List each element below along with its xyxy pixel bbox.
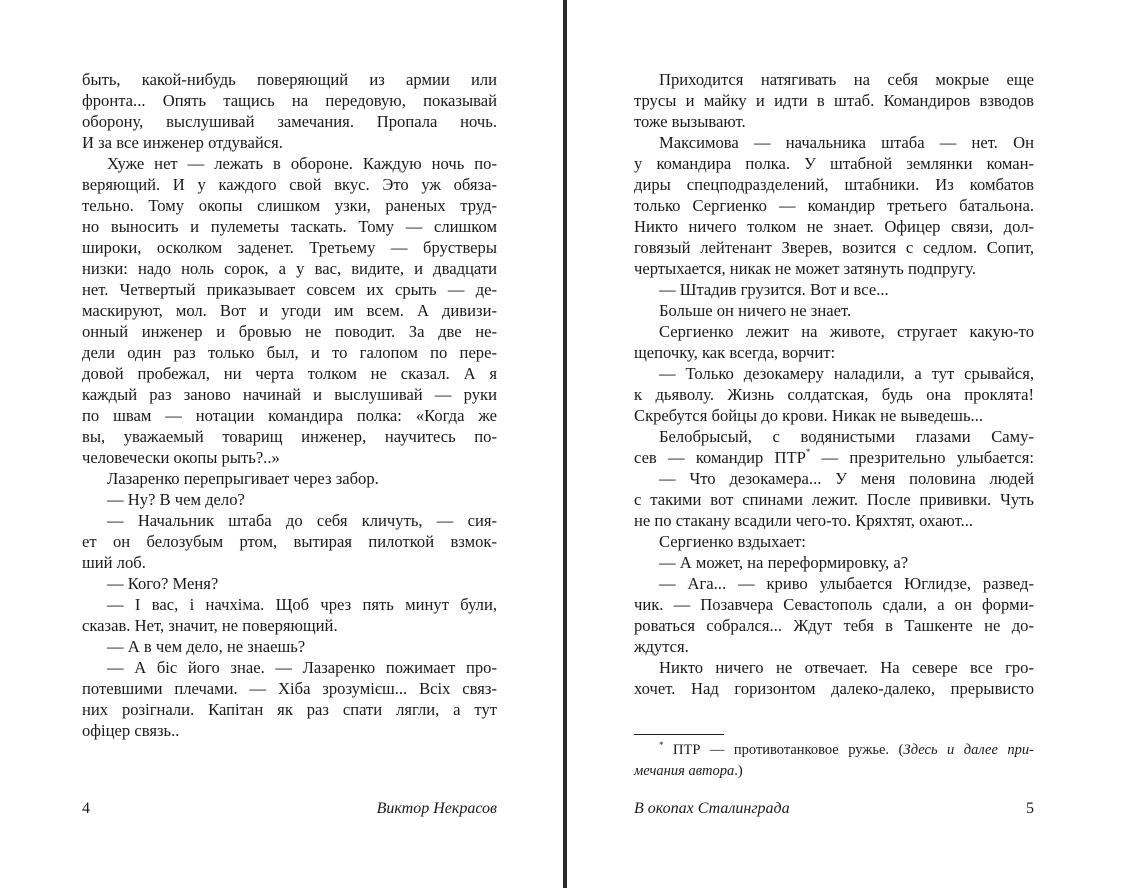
footnote-italic: Здесь и далее при- (903, 742, 1034, 758)
text-line: — Начальник штаба до себя кличуть, — сия- (107, 511, 497, 530)
text-line: Сергиенко вздыхает: (659, 532, 806, 551)
text-line: быть, какой-нибудь поверяющий из армии или (82, 70, 497, 89)
text-line: роваться собрался... Ждут тебя в Ташкенте не до- (634, 616, 1034, 635)
text-line: только Сергиенко — командир третьего батальона. (634, 196, 1034, 215)
text-line: И за все инженер отдувайся. (82, 133, 283, 152)
text-line: — Что дезокамера... У меня половина людей (659, 469, 1034, 488)
text-line: фронта... Опять тащись на передовую, показывай (82, 91, 497, 110)
text-line: не по стакану всадили чего-то. Кряхтят, охают... (634, 511, 974, 530)
text-line: Никто ничего не отвечает. На севере все гро- (659, 658, 1034, 677)
text-line: них розігнали. Капітан як раз спати лягли, а тут (82, 700, 497, 719)
text-line: ет он белозубым ртом, вытирая пилоткой взмок- (82, 532, 497, 551)
text-line: у командира полка. У штабной землянки коман- (634, 154, 1034, 173)
footnote-rule (634, 734, 724, 735)
footnote (634, 740, 1034, 782)
text-line: маскируют, мол. Вот и угоди им всем. А дивизи- (82, 301, 497, 320)
text-line: к дьяволу. Жизнь солдатская, будь она проклята! (634, 385, 1034, 404)
right-page-text (634, 69, 1034, 699)
page-number-right: 5 (1026, 800, 1034, 817)
text-line: по швам — нотации командира полка: «Когда же (82, 406, 497, 425)
footnote-marker: * (659, 740, 664, 750)
text-line: вы, уважаемый товарищ инженер, научитесь по- (82, 427, 497, 446)
book-spine (563, 0, 567, 888)
text-line: нет. Четвертый приказывает совсем их срыть — де- (82, 280, 497, 299)
text-line: с такими вот спинами лежит. После прививки. Чуть (634, 490, 1034, 509)
text-line: хочет. Над горизонтом далеко-далеко, прерывисто (634, 679, 1034, 698)
text-line: онный инженер и бровью не поводит. За две не- (82, 322, 497, 341)
text-line: Белобрысый, с водянистыми глазами Саму- (659, 427, 1034, 446)
text-line: ждутся. (634, 637, 689, 656)
text-line: чик. — Позавчера Севастополь сдали, а он форми- (634, 595, 1034, 614)
text-line: офіцер связь.. (82, 721, 180, 740)
running-head-author: Виктор Некрасов (376, 800, 497, 817)
text-line: Никто ничего толком не знает. Офицер связи, дол- (634, 217, 1034, 236)
text-line: Больше он ничего не знает. (659, 301, 852, 320)
text-line: Приходится натягивать на себя мокрые еще (659, 70, 1034, 89)
text-line: Хуже нет — лежать в обороне. Каждую ночь по- (107, 154, 497, 173)
text-line: — А біс його знае. — Лазаренко пожимает про- (107, 658, 497, 677)
page-number-left: 4 (82, 800, 90, 817)
text-line: дели один раз только был, и то галопом по пере- (82, 343, 497, 362)
text-line: — Штадив грузится. Вот и все... (659, 280, 889, 299)
running-head-title: В окопах Сталинграда (634, 800, 790, 817)
text-line: потевшими плечами. — Хіба зрозумієш... Всіх связ- (82, 679, 497, 698)
text-line: — Ну? В чем дело? (107, 490, 245, 509)
text-line: человечески окопы рыть?..» (82, 448, 280, 467)
footnote-line-1: * ПТР — противотанковое ружье. (Здесь и далее при- (659, 740, 1034, 758)
footnote-text: ПТР — противотанковое ружье. (673, 742, 890, 758)
text-line: тоже вызывают. (634, 112, 746, 131)
text-line: ший лоб. (82, 553, 146, 572)
text-line: широки, осколком заденет. Третьему — брустверы (82, 238, 497, 257)
text-line: — Только дезокамеру наладили, а тут срывайся, (659, 364, 1034, 383)
footnote-line-2: мечания автора.) (634, 763, 743, 779)
left-page-text (82, 69, 497, 741)
text-line: чертыхается, никак не может затянуть подпругу. (634, 259, 976, 278)
footnote-italic-2: мечания автора (634, 763, 735, 779)
text-line: веряющий. И у каждого свой вкус. Это уж обяза- (82, 175, 497, 194)
text-line: щепочку, как всегда, ворчит: (634, 343, 836, 362)
text-line: Лазаренко перепрыгивает через забор. (107, 469, 379, 488)
text-line: — А в чем дело, не знаешь? (107, 637, 306, 656)
text-line: но выносить и пулеметы таскать. Тому — слишком (82, 217, 497, 236)
text-line: каждый раз заново начинай и выслушивай — руки (82, 385, 497, 404)
text-line: — Кого? Меня? (107, 574, 219, 593)
text-line: сев — командир ПТР* — презрительно улыбается: (634, 447, 1034, 467)
text-line: оборону, выслушивай замечания. Пропала ночь. (82, 112, 497, 131)
text-line: низки: надо ноль сорок, а у вас, видите, и двадцати (82, 259, 497, 278)
footnote-ref: * (805, 447, 811, 457)
text-line: сказав. Нет, значит, не поверяющий. (82, 616, 338, 635)
text-line: довой пробежал, ни черта толком не сказал. А я (82, 364, 497, 383)
text-line: — Ага... — криво улыбается Юглидзе, развед- (659, 574, 1034, 593)
text-line: трусы и майку и идти в штаб. Командиров взводов (634, 91, 1034, 110)
text-line: тельно. Тому окопы слишком узки, раненых труд- (82, 196, 497, 215)
text-line: диры спецподразделений, штабники. Из комбатов (634, 175, 1034, 194)
text-line: — І вас, і начхіма. Щоб чрез пять минут були, (107, 595, 497, 614)
text-line: Скребутся бойцы до крови. Никак не выведешь... (634, 406, 983, 425)
text-line: Сергиенко лежит на животе, стругает какую-то (659, 322, 1034, 341)
text-line: — А может, на переформировку, а? (659, 553, 909, 572)
text-line: Максимова — начальника штаба — нет. Он (659, 133, 1034, 152)
text-line: говязый лейтенант Зверев, возится с седлом. Сопит, (634, 238, 1034, 257)
